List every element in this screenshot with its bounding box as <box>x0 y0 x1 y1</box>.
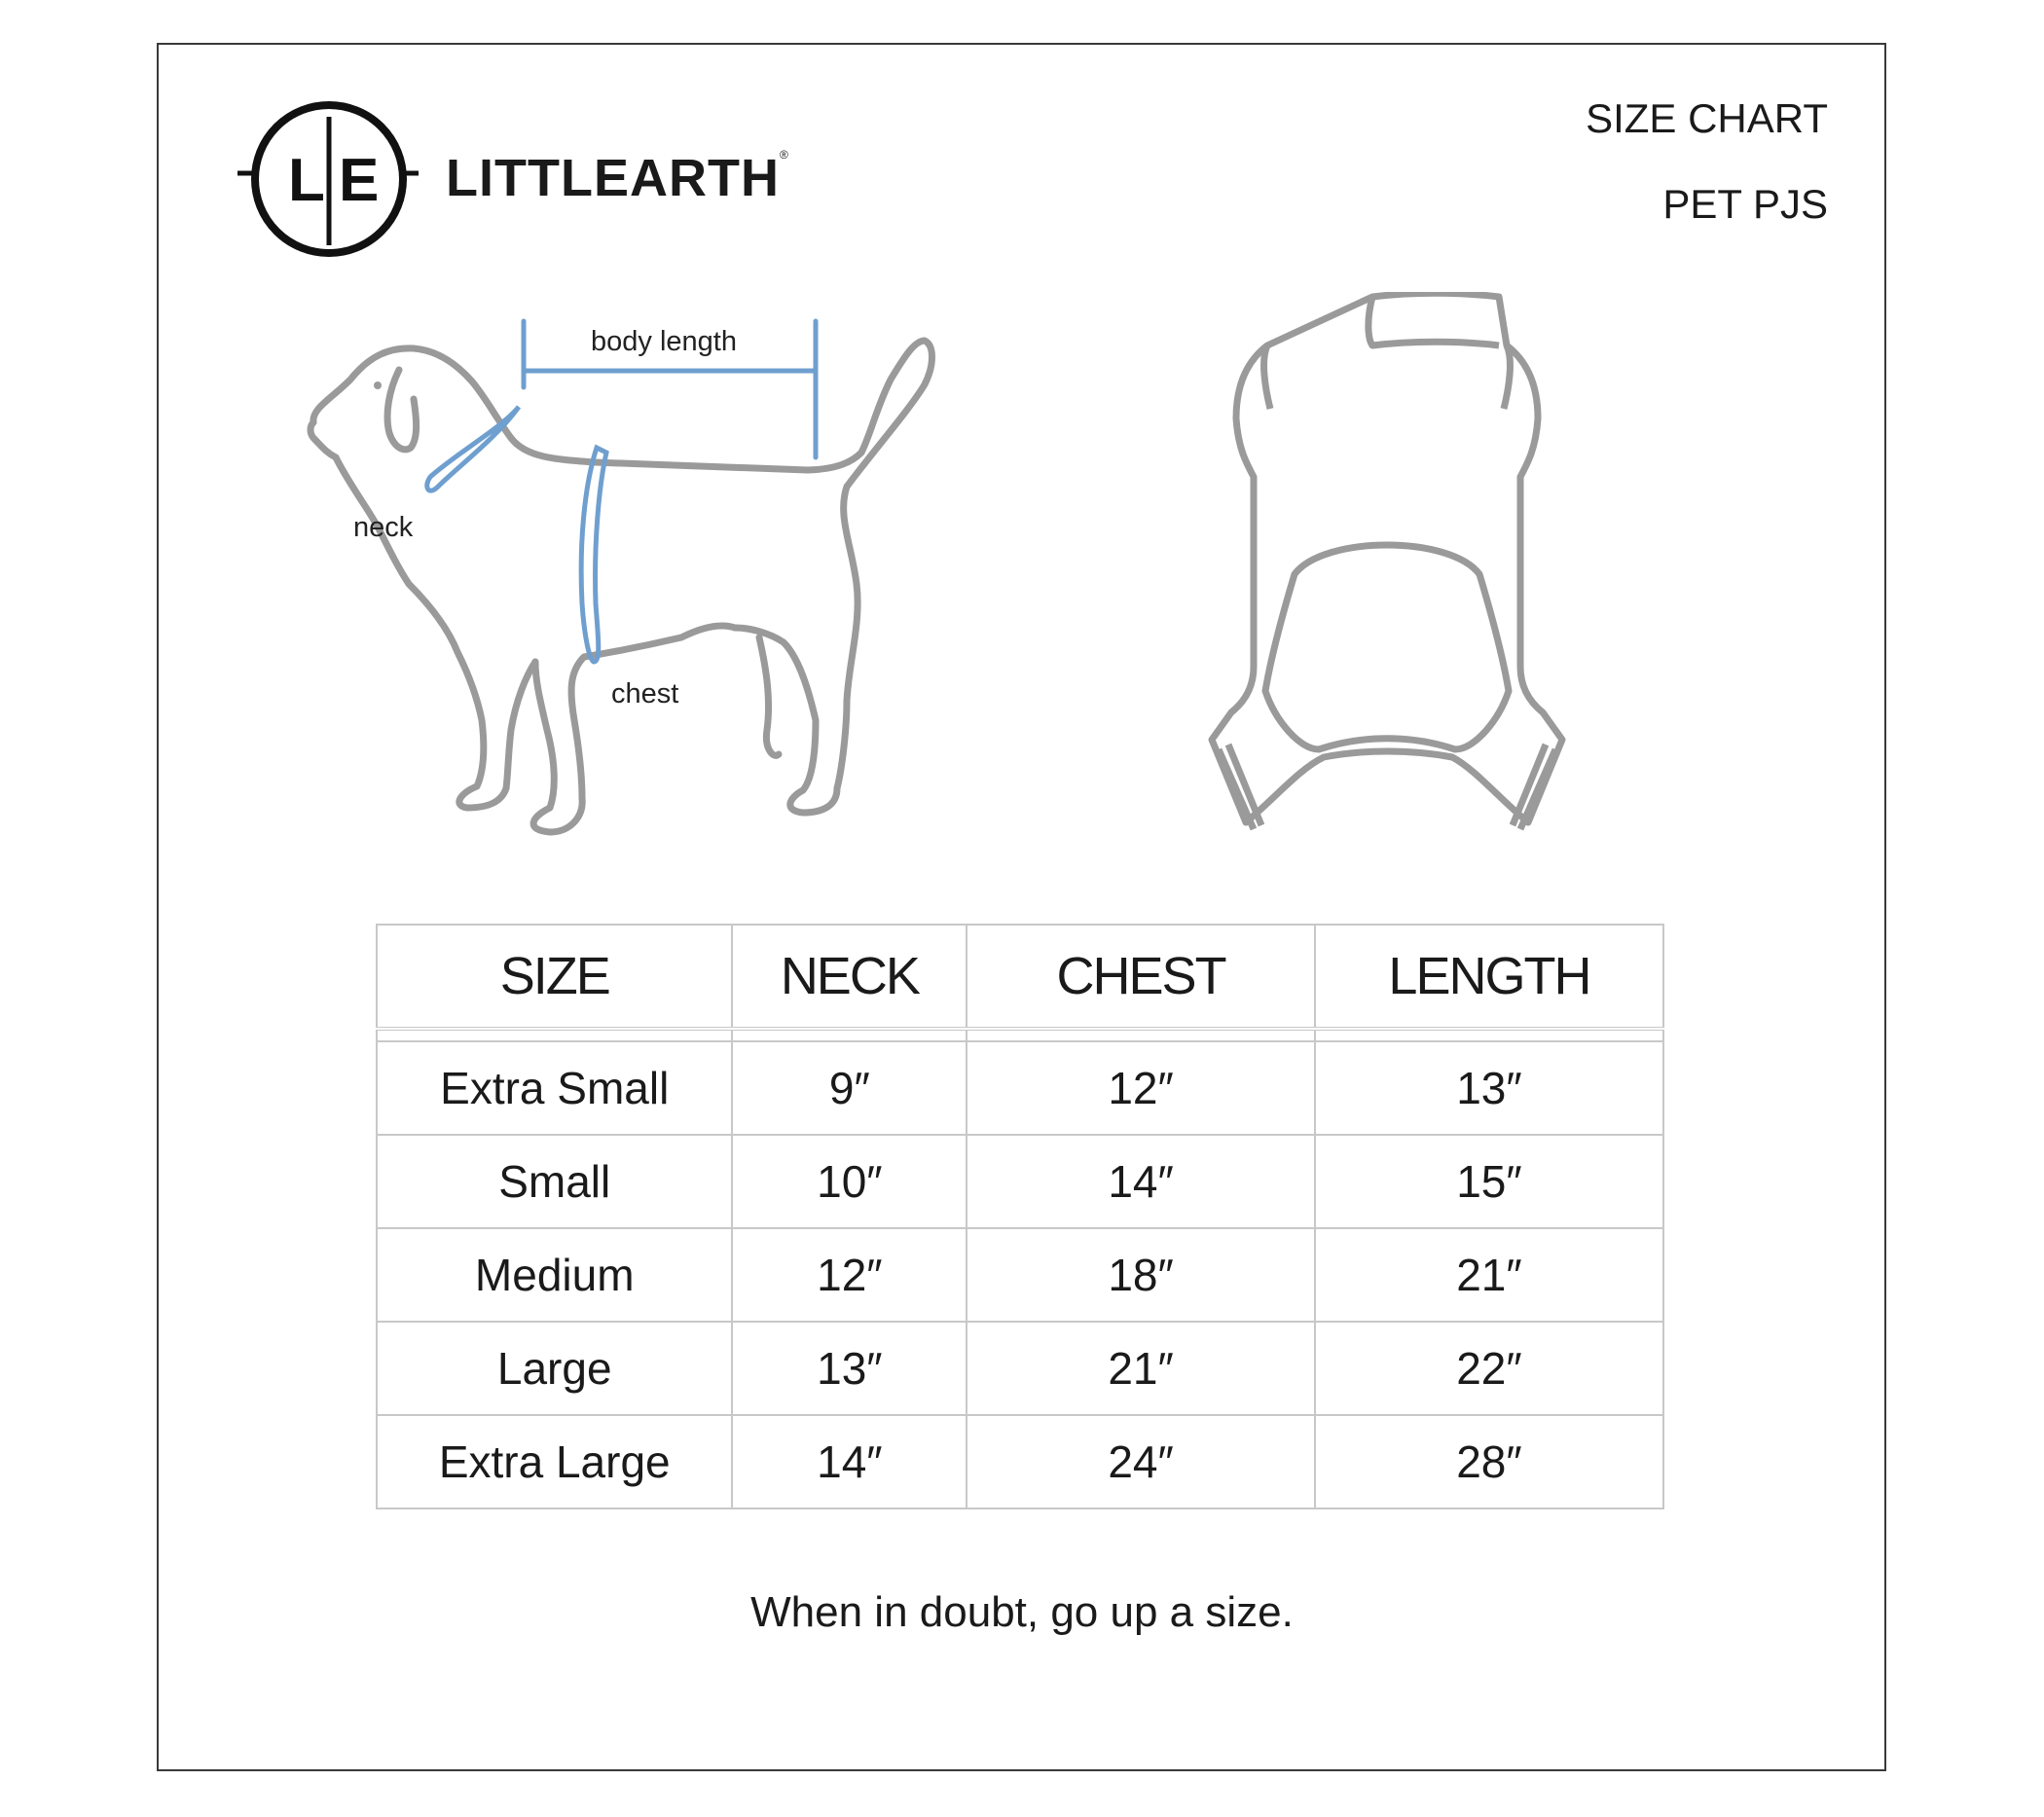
length-cell: 22″ <box>1315 1322 1663 1415</box>
length-cell: 15″ <box>1315 1135 1663 1228</box>
table-row <box>377 1322 1663 1415</box>
measure-marks <box>427 321 816 662</box>
registered-mark: ® <box>779 148 789 162</box>
logo-letter-e: E <box>339 147 380 214</box>
table-row <box>377 1415 1663 1508</box>
length-cell: 13″ <box>1315 1041 1663 1135</box>
dog-outline-icon <box>310 341 932 832</box>
brand-name-text: LITTLEARTH <box>446 149 780 207</box>
footer-note: When in doubt, go up a size. <box>750 1588 1294 1636</box>
chest-label: chest <box>611 678 679 709</box>
table-row <box>377 1228 1663 1322</box>
header-title: SIZE CHART <box>1586 95 1828 141</box>
chest-cell: 18″ <box>967 1228 1315 1322</box>
column-header-size: SIZE <box>377 925 732 1029</box>
neck-cell: 9″ <box>732 1041 967 1135</box>
illustration-area <box>292 292 1752 876</box>
column-header-chest: CHEST <box>967 925 1315 1029</box>
neck-cell: 13″ <box>732 1322 967 1415</box>
table-row <box>377 1041 1663 1135</box>
size-cell: Small <box>377 1135 732 1228</box>
chest-cell: 14″ <box>967 1135 1315 1228</box>
chest-cell: 24″ <box>967 1415 1315 1508</box>
length-cell: 28″ <box>1315 1415 1663 1508</box>
size-chart-table <box>376 924 1664 1509</box>
body-length-label: body length <box>591 326 737 357</box>
size-cell: Extra Large <box>377 1415 732 1508</box>
column-header-length: LENGTH <box>1315 925 1663 1029</box>
length-cell: 21″ <box>1315 1228 1663 1322</box>
table-row <box>377 1135 1663 1228</box>
pajama-garment-icon <box>1212 293 1562 829</box>
size-cell: Large <box>377 1322 732 1415</box>
neck-label: neck <box>353 512 414 543</box>
table-header-row <box>377 925 1663 1029</box>
neck-cell: 12″ <box>732 1228 967 1322</box>
chest-cell: 21″ <box>967 1322 1315 1415</box>
size-cell: Extra Small <box>377 1041 732 1135</box>
header-separator <box>377 1029 1663 1041</box>
neck-cell: 10″ <box>732 1135 967 1228</box>
size-cell: Medium <box>377 1228 732 1322</box>
neck-cell: 14″ <box>732 1415 967 1508</box>
chest-cell: 12″ <box>967 1041 1315 1135</box>
brand-name <box>446 148 789 208</box>
logo-letter-l: L <box>288 147 325 214</box>
column-header-neck: NECK <box>732 925 967 1029</box>
header-subtitle: PET PJS <box>1662 181 1828 227</box>
